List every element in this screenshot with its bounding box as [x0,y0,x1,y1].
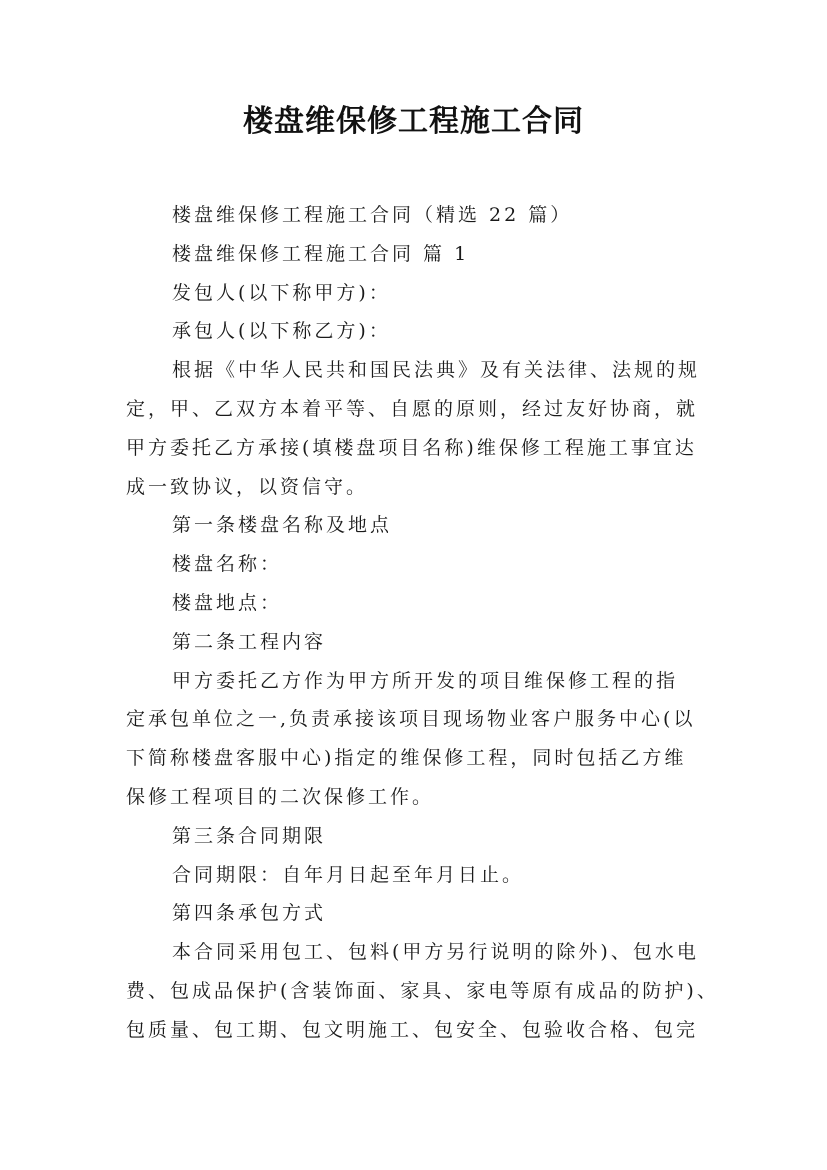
text-line: 发包人(以下称甲方)： [172,281,391,304]
text-line: 甲方委托乙方作为甲方所开发的项目维保修工程的指 [172,669,679,692]
text-line: 成一致协议，以资信守。 [126,475,369,498]
text-line: 楼盘维保修工程施工合同（精选 22 篇） [172,204,573,226]
text-line: 定承包单位之一,负责承接该项目现场物业客户服务中心(以 [126,708,696,731]
text-line: 第四条承包方式 [172,902,327,925]
text-line: 下简称楼盘客服中心)指定的维保修工程，同时包括乙方维 [126,747,687,770]
text-line: 第三条合同期限 [172,824,327,847]
text-line: 定，甲、乙双方本着平等、自愿的原则，经过友好协商，就 [126,397,699,420]
document-body [126,196,719,1050]
text-line: 根据《中华人民共和国民法典》及有关法律、法规的规 [172,359,701,382]
text-line: 承包人(以下称乙方)： [172,320,391,343]
text-line: 费、包成品保护(含装饰面、家具、家电等原有成品的防护)、 [126,979,719,1002]
text-line: 合同期限：自年月日起至年月日止。 [172,863,525,886]
text-line: 楼盘地点： [172,591,283,614]
text-line: 本合同采用包工、包料(甲方另行说明的除外)、包水电 [172,941,699,964]
text-line: 第一条楼盘名称及地点 [172,514,393,537]
text-line: 包质量、包工期、包文明施工、包安全、包验收合格、包完 [126,1018,699,1041]
document-title: 楼盘维保修工程施工合同 [243,104,584,139]
text-line: 保修工程项目的二次保修工作。 [126,785,435,808]
text-line: 甲方委托乙方承接(填楼盘项目名称)维保修工程施工事宜达 [126,436,697,459]
text-line: 楼盘维保修工程施工合同 篇 1 [172,242,470,265]
text-line: 第二条工程内容 [172,630,327,653]
text-line: 楼盘名称： [172,553,283,576]
